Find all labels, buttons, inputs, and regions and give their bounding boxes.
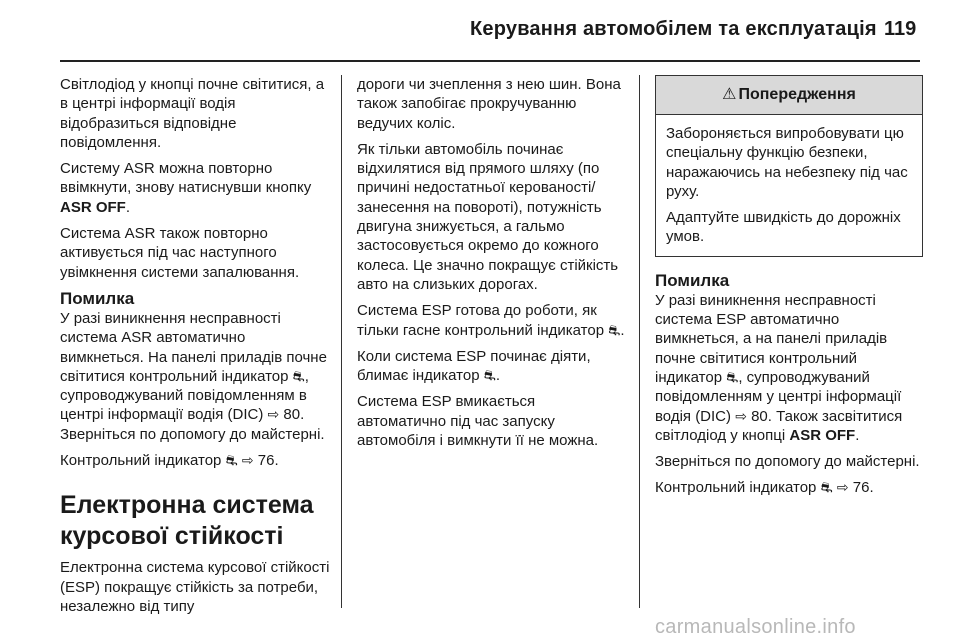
paragraph: Забороняється випробовувати цю спеціальну функцію безпеки, наражаючись на небезпеку під час руху.	[666, 125, 908, 200]
page-reference[interactable]: 76	[257, 452, 275, 470]
paragraph: Як тільки автомобіль починає відхилятися від прямого шляху (по причині недостатньої керованості/занесення на повороті), потужність двигуна знижується, а гальмо застосовується окремо до кожного колеса. Це значно покращує стійкість авто на слизьких дорогах.	[357, 140, 619, 293]
header-divider	[60, 60, 920, 62]
skid-indicator-icon: ⛐	[483, 367, 496, 384]
paragraph: Адаптуйте швидкість до дорожніх умов.	[666, 209, 901, 246]
indicator-reference: Контрольний індикатор ⛐ ⇨ 76.	[655, 479, 874, 497]
watermark: carmanualsonline.info	[655, 616, 856, 638]
warning-header	[656, 76, 922, 115]
paragraph: Зверніться по допомогу до майстерні.	[655, 453, 920, 471]
warning-title: Попередження	[738, 86, 856, 103]
indicator-reference: Контрольний індикатор ⛐ ⇨ 76.	[60, 452, 279, 470]
skid-indicator-icon: ⛐	[292, 367, 305, 384]
asr-off-key-label: ASR OFF	[60, 198, 126, 216]
fault-paragraph: У разі виникнення несправності система ESP автоматично вимкнеться, а на панелі приладів почне світитися контрольний індикатор ⛐, супроводжуваний повідомленням у центрі інформації водія (DIC) ⇨ 80. Також засвітитися світлодіод у кнопці ASR OFF.	[655, 291, 903, 444]
page-reference[interactable]: 76	[852, 479, 870, 497]
page-header-title: Керування автомобілем та експлуатація	[470, 18, 877, 40]
paragraph: Електронна система курсової стійкості (ESP) покращує стійкість за потреби, незалежно від типу	[60, 559, 330, 615]
paragraph: Система ESP готова до роботи, як тільки гасне контрольний індикатор ⛐.	[357, 302, 625, 339]
page-reference[interactable]: 80	[283, 406, 301, 424]
paragraph: Світлодіод у кнопці почне світитися, а в центрі інформації водія відобразиться відповідне повідомлення.	[60, 76, 325, 151]
page-reference-arrow-icon: ⇨	[836, 479, 849, 496]
paragraph: Система ESP вмикається автоматично під час запуску автомобіля і вимкнути її не можна.	[357, 393, 599, 450]
fault-heading: Помилка	[655, 270, 730, 290]
column-left	[60, 75, 330, 623]
skid-indicator-icon: ⛐	[225, 452, 238, 469]
warning-triangle-icon: ⚠	[722, 86, 737, 103]
asr-off-key-label: ASR OFF	[789, 426, 856, 444]
warning-body	[656, 115, 922, 256]
column-divider	[639, 75, 640, 608]
skid-indicator-icon: ⛐	[608, 321, 621, 338]
fault-paragraph: У разі виникнення несправності система ASR автоматично вимкнеться. На панелі приладів почне світитися контрольний індикатор ⛐, супроводжуваний повідомленням в центрі інформації водія (DIC) ⇨ 80. Зверніться по допомогу до майстерні.	[60, 309, 327, 443]
column-divider	[341, 75, 342, 608]
paragraph: Система ASR також повторно активується під час наступного увімкнення системи запалювання.	[60, 225, 300, 281]
page-reference-arrow-icon: ⇨	[267, 406, 280, 423]
paragraph: дороги чи зчеплення з нею шин. Вона також запобігає прокручуванню ведучих коліс.	[357, 76, 621, 132]
paragraph: Коли система ESP починає діяти, блимає індикатор ⛐.	[357, 347, 591, 385]
paragraph: Систему ASR можна повторно ввімкнути, знову натиснувши кнопку ASR OFF.	[60, 160, 312, 216]
fault-heading: Помилка	[60, 288, 135, 308]
skid-indicator-icon: ⛐	[820, 479, 833, 496]
esp-section-heading: Електронна система курсової стійкості	[60, 491, 314, 551]
page-reference[interactable]: 80	[751, 407, 768, 425]
page-reference-arrow-icon: ⇨	[735, 407, 747, 424]
page-reference-arrow-icon: ⇨	[241, 452, 254, 469]
column-middle	[357, 75, 627, 457]
warning-box	[655, 75, 923, 257]
page-number: 119	[884, 18, 917, 40]
skid-indicator-icon: ⛐	[726, 368, 739, 385]
column-right	[655, 75, 923, 505]
